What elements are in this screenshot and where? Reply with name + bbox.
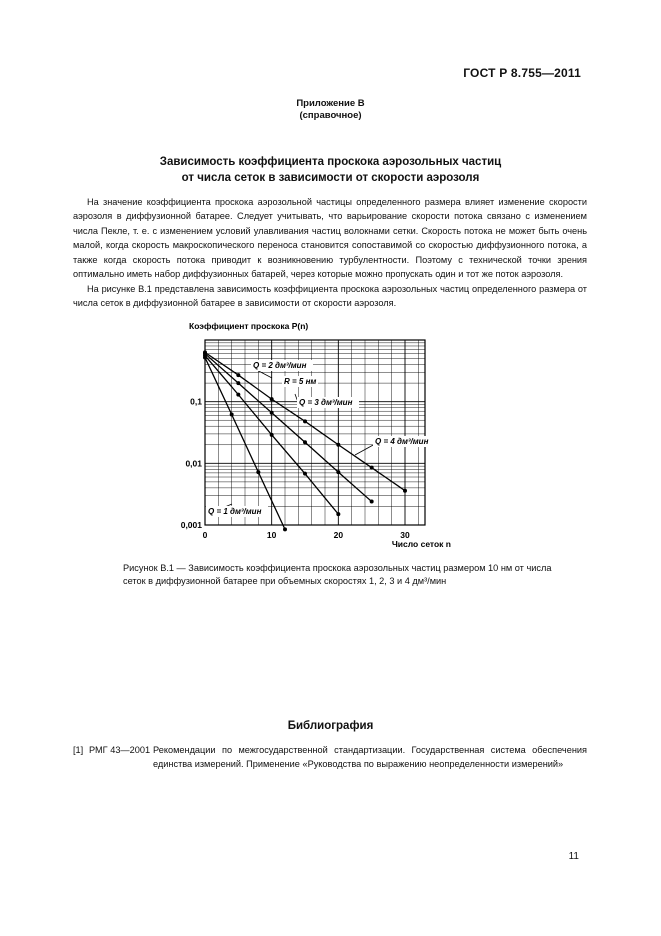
- series-point: [230, 412, 234, 416]
- series-label: Q = 1 дм³/мин: [208, 507, 262, 516]
- series-label: Q = 2 дм³/мин: [253, 361, 307, 370]
- bibliography-heading: Библиография: [287, 720, 374, 732]
- series-point: [336, 512, 340, 516]
- standard-number: ГОСТ Р 8.755—2011: [463, 66, 581, 80]
- series-point: [270, 397, 274, 401]
- series-point: [370, 500, 374, 504]
- y-tick-label: 0,01: [185, 458, 202, 469]
- section-title-line2: от числа сеток в зависимости от скорости аэрозоля: [181, 172, 480, 184]
- section-title-line1: Зависимость коэффициента проскока аэрозольных частиц: [159, 156, 502, 168]
- series-point: [283, 527, 287, 531]
- figure-chart: [175, 318, 455, 552]
- series-point: [256, 470, 260, 474]
- series-point: [403, 489, 407, 493]
- series-line: [205, 354, 372, 502]
- annex-type: (справочное): [299, 110, 362, 121]
- figure-caption: Рисунок В.1 — Зависимость коэффициента проскока аэрозольных частиц размером 10 нм от числа сеток в диффузионной батарее при объемных скоростях 1, 2, 3 и 4 дм³/мин: [123, 563, 552, 586]
- series-point: [370, 466, 374, 470]
- y-axis-label: Коэффициент проскока P(n): [189, 321, 309, 331]
- annex-title: Приложение В: [296, 98, 365, 109]
- y-tick-label: 0,001: [180, 520, 202, 530]
- page-number: 11: [568, 851, 579, 862]
- plot-frame: [205, 340, 425, 525]
- paragraph-1-text: На значение коэффициента проскока аэрозольной частицы определенного размера влияет изменение скорости аэрозоля в диффузионной батарее. Следует учитывать, что варьирование скорости потока связано с изменением числа Пекле, т. е. с изменением условий улавливания частиц волокнами сетки. Скорость потока не может быть очень малой, когда скорость макроскопического переноса становится сопоставимой со скоростью диффузионного потока, а также когда скорость потока приводит к возникновению турбулентности. Поэтому с технической точки зрения оптимально иметь набор диффузионных батарей, через которые можно пропускать один и тот же поток аэрозоля.: [73, 197, 587, 280]
- bibliography-text: Рекомендации по межгосударственной стандартизации. Государственная система обеспечения единства измерений. Применение «Руководства по выражению неопределенности измерений»: [153, 745, 587, 770]
- paragraph-2-text: На рисунке В.1 представлена зависимость коэффициента проскока аэрозольных частиц определенного размера от числа сеток в диффузионной батарее в зависимости от скорости аэрозоля.: [73, 284, 587, 309]
- x-tick-label: 30: [400, 530, 410, 540]
- series-point: [236, 381, 240, 385]
- bibliography-code: РМГ 43—2001: [89, 745, 151, 755]
- annotation-label: R = 5 нм: [284, 377, 317, 386]
- series-label: Q = 3 дм³/мин: [299, 398, 353, 407]
- x-tick-label: 0: [202, 530, 208, 540]
- x-tick-label: 10: [266, 530, 277, 540]
- bibliography-number: [1]: [73, 745, 84, 755]
- series-point: [336, 443, 340, 447]
- series-point: [270, 433, 274, 437]
- series-point: [270, 411, 274, 415]
- series-point: [303, 440, 307, 444]
- series-label: Q = 4 дм³/мин: [375, 437, 429, 446]
- series-point: [203, 350, 207, 354]
- series-point: [236, 373, 240, 377]
- x-axis-label: Число сеток n: [391, 539, 451, 549]
- y-tick-label: 0,1: [190, 396, 202, 407]
- series-point: [236, 393, 240, 397]
- series-point: [336, 470, 340, 474]
- x-tick-label: 20: [333, 530, 344, 540]
- series-point: [303, 419, 307, 423]
- paragraph-1: [73, 195, 587, 281]
- series-point: [303, 472, 307, 476]
- paragraph-2: [73, 282, 587, 311]
